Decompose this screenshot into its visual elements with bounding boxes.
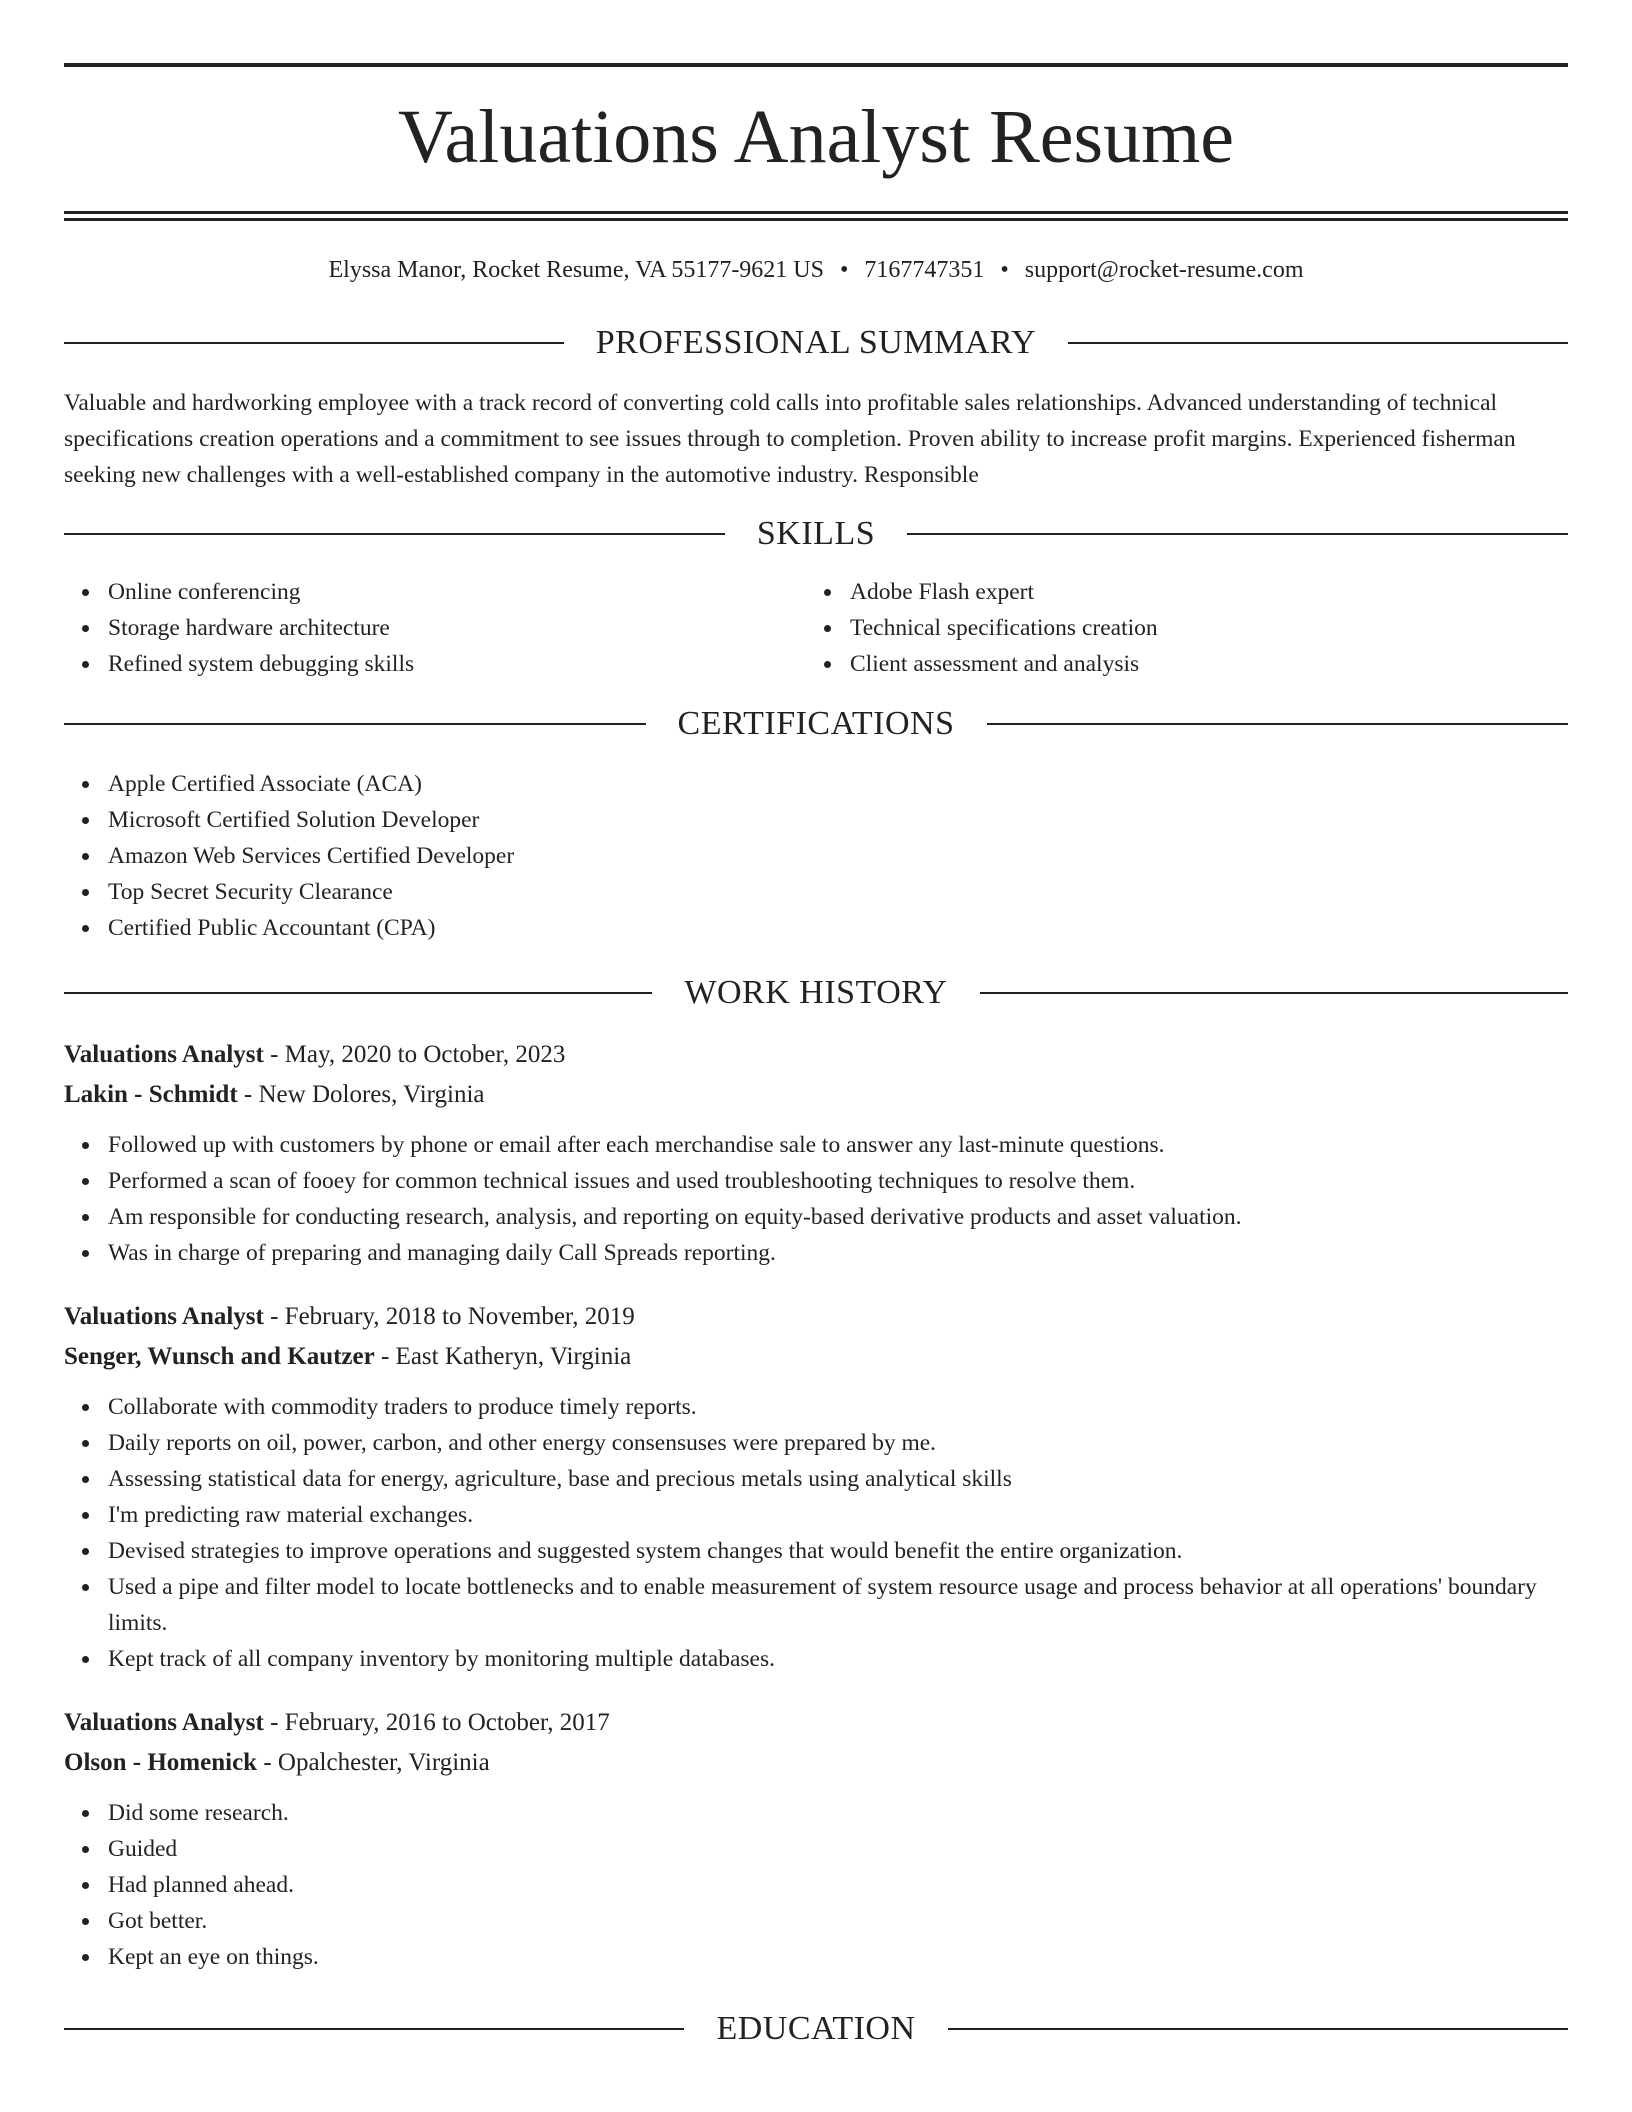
- job-entry: [64, 1297, 1568, 1677]
- divider-line: [64, 342, 564, 344]
- job-duty-item: Performed a scan of fooey for common technical issues and used troubleshooting techniques to resolve them.: [108, 1163, 1568, 1199]
- job-title: Valuations Analyst: [64, 1709, 264, 1736]
- certification-item: Amazon Web Services Certified Developer: [108, 838, 1568, 874]
- job-dates: February, 2016 to October, 2017: [284, 1709, 610, 1736]
- contact-separator: •: [1000, 257, 1009, 283]
- job-duty-item: Kept track of all company inventory by monitoring multiple databases.: [108, 1641, 1568, 1677]
- divider-line: [64, 533, 725, 535]
- section-title: SKILLS: [756, 515, 876, 552]
- job-duty-item: Kept an eye on things.: [108, 1939, 1568, 1975]
- divider-line: [64, 2028, 684, 2030]
- section-title: PROFESSIONAL SUMMARY: [595, 324, 1037, 361]
- job-company: Olson - Homenick: [64, 1749, 258, 1776]
- contact-phone: 7167747351: [864, 257, 985, 283]
- job-entry: [64, 1703, 1568, 1975]
- section-header-certifications: [64, 704, 1568, 744]
- divider-line: [980, 992, 1568, 994]
- job-duty-item: Daily reports on oil, power, carbon, and other energy consensuses were prepared by me.: [108, 1425, 1568, 1461]
- contact-separator: •: [839, 257, 849, 283]
- top-rule: [64, 63, 1568, 67]
- divider-line: [948, 2028, 1568, 2030]
- certification-item: Apple Certified Associate (ACA): [108, 766, 1568, 802]
- title-double-rule: [64, 211, 1568, 221]
- job-duties: [64, 1795, 1568, 1975]
- job-duties: [64, 1389, 1568, 1677]
- contact-line: [64, 254, 1568, 286]
- skills-column-left: [64, 574, 806, 682]
- section-header-education: [64, 2009, 1568, 2049]
- job-duty-item: Followed up with customers by phone or email after each merchandise sale to answer any last-minute questions.: [108, 1127, 1568, 1163]
- job-location: East Katheryn, Virginia: [395, 1343, 632, 1370]
- divider-line: [64, 723, 646, 725]
- job-title-line: Valuations Analyst - May, 2020 to October, 2023: [64, 1041, 566, 1068]
- contact-address: Elyssa Manor, Rocket Resume, VA 55177-9621 US: [328, 257, 824, 283]
- section-header-summary: [64, 323, 1568, 363]
- skill-item: Client assessment and analysis: [850, 646, 1548, 682]
- divider-line: [907, 533, 1568, 535]
- job-title-line: Valuations Analyst - February, 2018 to November, 2019: [64, 1303, 635, 1330]
- summary-text: Valuable and hardworking employee with a track record of converting cold calls into profitable sales relationships. Advanced understanding of technical specifications creation operations and a commitment to see issues through to completion. Proven ability to increase profit margins. Experienced fisherman seeking new challenges with a well-established company in the automotive industry. Responsible: [64, 390, 1516, 488]
- job-location: New Dolores, Virginia: [258, 1081, 485, 1108]
- job-company-line: Lakin - Schmidt - New Dolores, Virginia: [64, 1081, 485, 1108]
- job-duty-item: Devised strategies to improve operations and suggested system changes that would benefit the entire organization.: [108, 1533, 1568, 1569]
- certification-item: Microsoft Certified Solution Developer: [108, 802, 1568, 838]
- section-header-skills: [64, 514, 1568, 554]
- skills-column-right: [806, 574, 1548, 682]
- section-header-work-history: [64, 973, 1568, 1013]
- certifications-list: [64, 766, 1568, 946]
- page-title: Valuations Analyst Resume: [398, 95, 1234, 179]
- job-duty-item: Guided: [108, 1831, 1568, 1867]
- job-duty-item: Was in charge of preparing and managing daily Call Spreads reporting.: [108, 1235, 1568, 1271]
- job-title: Valuations Analyst: [64, 1303, 264, 1330]
- divider-line: [987, 723, 1569, 725]
- section-title: EDUCATION: [716, 2010, 916, 2047]
- job-title: Valuations Analyst: [64, 1041, 264, 1068]
- job-duty-item: Am responsible for conducting research, analysis, and reporting on equity-based derivative products and asset valuation.: [108, 1199, 1568, 1235]
- job-dates: February, 2018 to November, 2019: [284, 1303, 635, 1330]
- job-location: Opalchester, Virginia: [277, 1749, 490, 1776]
- job-duty-item: Collaborate with commodity traders to produce timely reports.: [108, 1389, 1568, 1425]
- job-company: Senger, Wunsch and Kautzer: [64, 1343, 375, 1370]
- job-duty-item: Got better.: [108, 1903, 1568, 1939]
- certification-item: Top Secret Security Clearance: [108, 874, 1568, 910]
- divider-line: [64, 992, 652, 994]
- job-duty-item: I'm predicting raw material exchanges.: [108, 1497, 1568, 1533]
- section-title: WORK HISTORY: [684, 974, 948, 1011]
- skill-item: Storage hardware architecture: [108, 610, 806, 646]
- job-title-line: Valuations Analyst - February, 2016 to October, 2017: [64, 1709, 610, 1736]
- section-title: CERTIFICATIONS: [677, 705, 955, 742]
- job-company: Lakin - Schmidt: [64, 1081, 238, 1108]
- job-duty-item: Used a pipe and filter model to locate bottlenecks and to enable measurement of system resource usage and process behavior at all operations' boundary limits.: [108, 1569, 1568, 1641]
- certification-item: Certified Public Accountant (CPA): [108, 910, 1568, 946]
- job-duty-item: Assessing statistical data for energy, agriculture, base and precious metals using analytical skills: [108, 1461, 1568, 1497]
- job-company-line: Olson - Homenick - Opalchester, Virginia: [64, 1749, 490, 1776]
- skill-item: Adobe Flash expert: [850, 574, 1548, 610]
- skill-item: Refined system debugging skills: [108, 646, 806, 682]
- job-dates: May, 2020 to October, 2023: [284, 1041, 566, 1068]
- divider-line: [1068, 342, 1568, 344]
- contact-email: support@rocket-resume.com: [1024, 257, 1304, 283]
- job-duty-item: Did some research.: [108, 1795, 1568, 1831]
- skills-list: [64, 574, 1568, 682]
- job-duties: [64, 1127, 1568, 1271]
- job-duty-item: Had planned ahead.: [108, 1867, 1568, 1903]
- skill-item: Technical specifications creation: [850, 610, 1548, 646]
- job-entry: [64, 1035, 1568, 1271]
- job-company-line: Senger, Wunsch and Kautzer - East Katheryn, Virginia: [64, 1343, 632, 1370]
- skill-item: Online conferencing: [108, 574, 806, 610]
